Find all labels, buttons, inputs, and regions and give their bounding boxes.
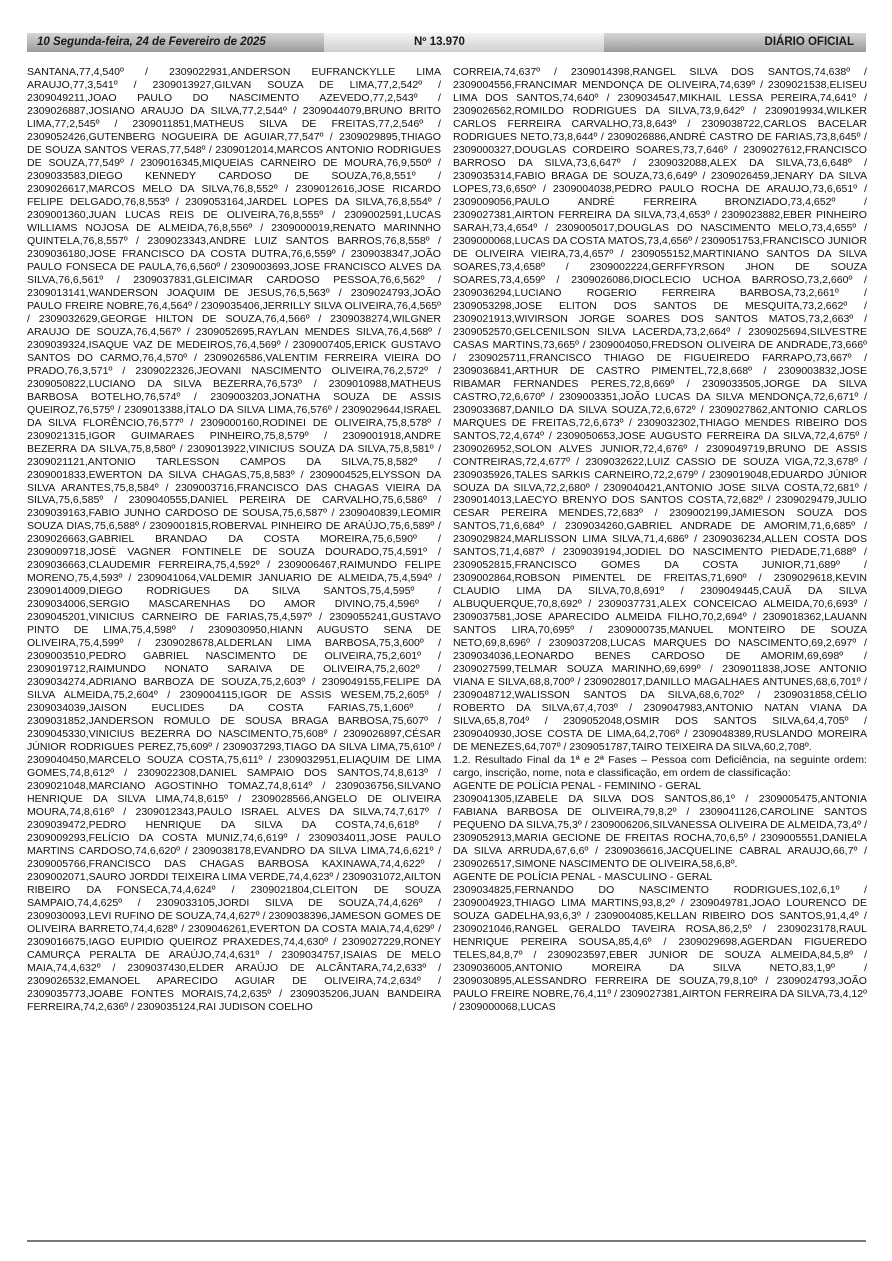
section-intro-text: 1.2. Resultado Final da 1ª e 2ª Fases – Pessoa com Deficiência, na seguinte ordem: cargo, inscrição, nome, nota e classificação, em ordem de classificação: [453, 754, 867, 780]
issue-number: Nº 13.970 [414, 36, 465, 48]
results-list-paragraph: 2309041305,IZABELE DA SILVA DOS SANTOS,86,1º / 2309005475,ANTONIA FABIANA BARBOSA DE OLIVEIRA,79,8,2º / 2309041126,CAROLINE SANTOS PEQUENO DA SILVA,75,3º / 2309006206,SILVANESSA OLIVEIRA DE ALMEIDA,73,4º / 2309052913,MARIA GECIONE DE FREITAS ROCHA,70,6,5º / 2309005551,DANIELA DA SILVA ARRUDA,67,6,6º / 2309036616,JACQUELINE CABRAL ARAUJO,66,7º / 2309026517,SIMONE NASCIMENTO DE OLIVEIRA,58,6,8º. [453, 793, 867, 871]
page-number-date: 10 Segunda-feira, 24 de Fevereiro de 2025 [37, 36, 266, 48]
results-list-paragraph: CORREIA,74,637º / 2309014398,RANGEL SILVA DOS SANTOS,74,638º / 2309004556,FRANCIMAR MENDONÇA DE OLIVEIRA,74,639º / 2309021538,ELISEU LIMA DOS SANTOS,74,640º / 2309034547,MIKHAIL LESSA PEREIRA,74,641º / 2309026562,ROMILDO RODRIGUES DA SILVA,73,9,642º / 2309019934,WILKER CARLOS FERREIRA CARVALHO,73,8,643º / 2309038722,CARLOS BACELAR RODRIGUES NETO,73,8,644º / 2309026886,ANDRÉ CASTRO DE FARIAS,73,8,645º / 2309000327,DOUGLAS CORDEIRO SOARES,73,7,646º / 2309027612,FRANCISCO BARROSO DA SILVA,73,6,647º / 2309032088,ALEX DA SILVA,73,6,648º / 2309035314,FABIO BRAGA DE SOUZA,73,6,649º / 2309026459,JENARY DA SILVA LOPES,73,6,650º / 2309004038,PEDRO PAULO ROCHA DE ARAUJO,73,6,651º / 2309009056,PAULO ANDRÉ FERREIRA BRONZIADO,73,4,652º / 2309027381,AIRTON FERREIRA DA SILVA,73,4,653º / 2309023882,EBER PINHEIRO SARAH,73,4,654º / 2309005017,DOUGLAS DO NASCIMENTO MELO,73,4,655º / 2309000068,LUCAS DA COSTA MATOS,73,4,656º / 2309051753,FRANCISCO JUNIOR DE OLIVEIRA VIEIRA,73,4,657º / 2309055152,MARTINIANO SANTOS DA SILVA SOARES,73,4,658º / 2309002224,GERFFYRSON JHON DE SOUZA SOARES,73,4,659º / 2309026086,DIOCLECIO UCHOA BARROSO,73,2,660º / 2309036294,LUCIANO ROGERIO FERREIRA BARBOSA,73,2,661º / 2309053298,JOSE ELITON DOS SANTOS DE MESQUITA,73,2,662º / 2309021913,WIVIRSON JORGE SOARES DOS SANTOS MATOS,73,2,663º / 2309052570,GELCENILSON SILVA LACERDA,73,2,664º / 2309025694,SILVESTRE CASAS MARTINS,73,665º / 2309004050,FREDSON OLIVEIRA DE ANDRADE,73,666º / 2309025711,FRANCISCO THIAGO DE FIGUEIREDO FARRAPO,73,667º / 2309036841,ARTHUR DE CASTRO PIMENTEL,72,8,668º / 2309003832,JOSE RIBAMAR FERNANDES PERES,72,8,669º / 2309033505,JORGE DA SILVA CASTRO,72,6,670º / 2309003351,JOÃO LUCAS DA SILVA MENDONÇA,72,6,671º / 2309033687,DANILO DA SILVA SOUZA,72,6,672º / 2309027862,ANTONIO CARLOS MARQUES DE FREITAS,72,6,673º / 2309032302,THIAGO MENDES RIBEIRO DOS SANTOS,72,4,674º / 2309050653,JOSE AUGUSTO FERREIRA DA SILVA,72,4,675º / 2309026952,SOLON ALVES JUNIOR,72,4,676º / 2309049719,BRUNO DE ASSIS CONTREIRAS,72,4,677º / 2309032622,LUIZ CASSIO DE SOUZA VIGA,72,3,678º / 2309035926,TALES SARKIS CARNEIRO,72,2,679º / 2309019048,EDUARDO JÚNIOR SOUZA DA SILVA,72,2,680º / 2309040421,ANTONIO JOSE SILVA COSTA,72,681º / 2309014013,LAECYO BRENYO DOS SANTOS COSTA,72,682º / 2309029479,JULIO CESAR PEREIRA MENDES,72,683º / 2309002199,JAMIESON SOUZA DOS SANTOS,71,6,684º / 2309034260,GABRIEL ANDRADE DE AMORIM,71,6,685º / 2309029824,MARLISSON LIMA SILVA,71,4,686º / 2309036234,ALLEN COSTA DOS SANTOS,71,4,687º / 2309039194,JODIEL DO NASCIMENTO PIEDADE,71,688º / 2309052815,FRANCISCO GOMES DA COSTA JUNIOR,71,689º / 2309002864,ROBSON PIMENTEL DE FREITAS,71,690º / 2309029618,KEVIN CLAUDIO LIMA DA SILVA,70,8,691º / 2309049445,CAUÃ DA SILVA ALBUQUERQUE,70,8,692º / 2309037731,ALEX CONCEICAO ALMEIDA,70,6,693º / 2309037581,JOSE APARECIDO ALMEIDA FILHO,70,2,694º / 2309018362,LAUANN SANTOS LIRA,70,695º / 2309000735,MANUEL MONTEIRO DE SOUZA NETO,69,8,696º / 2309037208,LUCAS MARQUES DO NASCIMENTO,69,2,697º / 2309034036,LEONARDO BENES CARDOSO DE AMORIM,69,698º / 2309027599,TELMAR SOUZA MARINHO,69,699º / 2309011838,JOSE ANTONIO VIANA E SILVA,68,8,700º / 2309028017,DANILLO MAGALHAES ANTUNES,68,6,701º / 2309048712,WALISSON SANTOS DA SILVA,68,6,702º / 2309031858,CÉLIO ROBERTO DA SILVA,67,4,703º / 2309047983,ANTONIO NATAN VIANA DA SILVA,65,8,704º / 2309052048,OSMIR DOS SANTOS SILVA,64,4,705º / 2309040930,JOSE COSTA DE LIMA,64,2,706º / 2309048389,RUSLANDO MOREIRA DE MENEZES,64,707º / 2309051787,TAIRO TEIXEIRA DA SILVA,60,2,708º. [453, 66, 867, 754]
publication-title: DIÁRIO OFICIAL [764, 36, 854, 48]
footer-rule [27, 1240, 866, 1242]
section-heading: AGENTE DE POLÍCIA PENAL - FEMININO - GERAL [453, 780, 702, 793]
right-column [453, 66, 867, 1232]
section-heading: AGENTE DE POLÍCIA PENAL - MASCULINO - GERAL [453, 871, 713, 884]
results-list-paragraph: SANTANA,77,4,540º / 2309022931,ANDERSON EUFRANCKYLLE LIMA ARAUJO,77,3,541º / 2309013927,GILVAN SOUZA DE LIMA,77,2,542º / 2309049211,JOAO PAULO DO NASCIMENTO AZEVEDO,77,2,543º / 2309026887,JOSIANO ARAUJO DA SILVA,77,2,544º / 2309044079,BRUNO BRITO LIMA,77,2,545º / 2309011851,MATHEUS SILVA DE FREITAS,77,2,546º / 2309052426,GUTENBERG NOGUEIRA DE AGUIAR,77,547º / 2309029895,THIAGO DE SOUZA SANTOS VERAS,77,548º / 2309012014,MARCOS ANTONIO RODRIGUES DE SOUZA,77,549º / 2309016345,MIQUEIAS CARNEIRO DE MOURA,76,9,550º / 2309033583,DIEGO KENNEDY CARDOSO DE SOUZA,76,8,551º / 2309026617,MARCOS MELO DA SILVA,76,8,552º / 2309012616,JOSE RICARDO FELIPE DELGADO,76,8,553º / 2309053164,JARDEL LOPES DA SILVA,76,8,554º / 2309001360,JUAN LUCAS REIS DE OLIVEIRA,76,8,555º / 2309002591,LUCAS WILLIAMS NOJOSA DE ALMEIDA,76,8,556º / 2309000019,RENATO MARINNHO QUINTELA,76,8,557º / 2309023343,ANDRE LUIZ SANTOS BARROS,76,8,558º / 2309036180,JOSE FRANCISCO DA COSTA DUTRA,76,6,559º / 2309038347,JOÃO PAULO FONSECA DE PAULA,76,6,560º / 2309003693,JOSE FRANCISCO ALVES DA SILVA,76,6,561º / 2309037831,GLEICIMAR CARDOSO PESSOA,76,6,562º / 2309013141,WANDERSON JOAQUIM DE JESUS,76,5,563º / 2309024793,JOÃO PAULO FREIRE NOBRE,76,4,564º / 2309035406,JERRILLY SILVA OLIVEIRA,76,4,565º / 2309032629,GEORGE HILTON DE SOUZA,76,4,566º / 2309038274,WILGNER ARAUJO DE SOUZA,76,4,567º / 2309052695,RAYLAN MENDES SILVA,76,4,568º / 2309039324,ISAQUE VAZ DE MEDEIROS,76,4,569º / 2309007405,ERICK GUSTAVO SANTOS DO CARMO,76,4,570º / 2309026586,VALENTIM FERREIRA VIEIRA DO PRADO,76,3,571º / 2309022326,JEOVANI NASCIMENTO OLIVEIRA,76,2,572º / 2309050822,LUCIANO DA SILVA BEZERRA,76,573º / 2309010988,MATHEUS BARBOSA BOTELHO,76,574º / 2309003203,JONATHA SOUZA DE ASSIS QUEIROZ,76,575º / 2309013388,ÍTALO DA SILVA LIMA,76,576º / 2309029644,ISRAEL DA SILVA FLORÊNCIO,76,577º / 2309000160,RODINEI DE OLIVEIRA,75,8,578º / 2309021315,IGOR GUIMARAES PINHEIRO,75,8,579º / 2309001918,ANDRE BEZERRA DA SILVA,75,8,580º / 2309013922,VINICIUS SOUZA DA SILVA,75,8,581º / 2309021121,ANTONIO TARLESSON CAMPOS DA SILVA,75,8,582º / 2309001833,EWERTON DA SILVA CHAGAS,75,8,583º / 2309004525,ELYSSON DA SILVA ARANTES,75,8,584º / 2309003716,FRANCISCO DAS CHAGAS VIEIRA DA SILVA,75,6,585º / 2309040555,DANIEL PEREIRA DE CARVALHO,75,6,586º / 2309039163,FABIO JUNHO CARDOSO DE SOUSA,75,6,587º / 2309040839,LEOMIR SOUZA DIAS,75,6,588º / 2309001815,ROBERVAL PINHEIRO DE ARAÚJO,75,6,589º / 2309026663,GABRIEL BRANDAO DA COSTA MOREIRA,75,6,590º / 2309009718,JOSÉ VAGNER FONTINELE DE SOUZA DOURADO,75,4,591º / 2309036663,CLAUDEMIR FERREIRA,75,4,592º / 2309006467,RAIMUNDO FELIPE MORENO,75,4,593º / 2309041064,VALDEMIR JANUARIO DE ALMEIDA,75,4,594º / 2309014009,DIEGO RODRIGUES DA SILVA SANTOS,75,4,595º / 2309034006,SERGIO MASCARENHAS DO AMOR DIVINO,75,4,596º / 2309045201,VINICIUS CARNEIRO DE FARIAS,75,4,597º / 2309055241,GUSTAVO PINTO DE LIMA,75,4,598º / 2309030950,HIANN AUGUSTO SENA DE OLIVEIRA,75,4,599º / 2309028678,ALDERLAN LIMA BARBOSA,75,3,600º / 2309003510,PEDRO GABRIEL NASCIMENTO DE OLIVEIRA,75,2,601º / 2309019712,RAIMUNDO NONATO SARAIVA DE OLIVEIRA,75,2,602º / 2309034274,ADRIANO BARBOZA DE SOUZA,75,2,603º / 2309049155,FELIPE DA SILVA ALMEIDA,75,2,604º / 2309004115,IGOR DE ASSIS WESEM,75,2,605º / 2309034039,JAISON EUCLIDES DA COSTA FARIAS,75,1,606º / 2309031852,JANDERSON ROMULO DE SOUSA BRAGA BARBOSA,75,607º / 2309045330,VINICIUS BEZERRA DO NASCIMENTO,75,608º / 2309026897,CÉSAR JÚNIOR RODRIGUES PEREZ,75,609º / 2309037293,TIAGO DA SILVA LIMA,75,610º / 2309040450,MARCELO SOUZA COSTA,75,611º / 2309032951,ELIAQUIM DE LIMA GOMES,74,8,612º / 2309022308,DANIEL SAMPAIO DOS SANTOS,74,8,613º / 2309021048,MARCIANO AGOSTINHO TOMAZ,74,8,614º / 2309036756,SILVANO HENRIQUE DA SILVA LIMA,74,8,615º / 2309028566,ANGELO DE OLIVEIRA MOURA,74,8,616º / 2309012343,PAULO ISRAEL ALVES DA SILVA,74,7,617º / 2309039472,PEDRO HENRIQUE DA SILVA DA COSTA,74,6,618º / 2309009293,FELÍCIO DA COSTA MUNIZ,74,6,619º / 2309034011,JOSE PAULO MARTINS CARDOSO,74,6,620º / 2309038178,EVANDRO DA SILVA LIMA,74,6,621º / 2309005766,FRANCISCO DAS CHAGAS BARBOSA KAXINAWA,74,4,622º / 2309002071,SAURO JORDDI TEIXEIRA LIMA VERDE,74,4,623º / 2309031072,AILTON RIBEIRO DA FONSECA,74,4,624º / 2309021804,CLEITON DE SOUZA SAMPAIO,74,4,625º / 2309033105,JORDI SILVA DE SOUZA,74,4,626º / 2309030093,LEVI RUFINO DE SOUZA,74,4,627º / 2309038396,JAMESON GOMES DE OLIVEIRA BARRETO,74,4,628º / 2309046261,EVERTON DA COSTA MAIA,74,4,629º / 2309016675,IAGO EUPIDIO QUEIROZ PRAXEDES,74,4,630º / 2309027229,RONEY CAMURÇA PERALTA DE ARAÚJO,74,4,631º / 2309034757,ISAIAS DE MELO MAIA,74,4,632º / 2309037430,ELDER ARAÚJO DE ALCÂNTARA,74,2,633º / 2309026532,EMANOEL APARECIDO AGUIAR DE OLIVEIRA,74,2,634º / 2309035773,JOABE FONTES MORAIS,74,2,635º / 2309035206,JUAN BANDEIRA FERREIRA,74,2,636º / 2309035124,RAI JUDISON COELHO [27, 66, 441, 1013]
left-column [27, 66, 441, 1232]
page-header [27, 33, 866, 52]
results-list-paragraph: 2309034825,FERNANDO DO NASCIMENTO RODRIGUES,102,6,1º / 2309004923,THIAGO LIMA MARTINS,93,8,2º / 2309049781,JOAO LOURENCO DE SOUZA GADELHA,93,6,3º / 2309004085,KELLAN RIBEIRO DOS SANTOS,91,4,4º / 2309021046,RANGEL GERALDO TAVEIRA ROSA,86,2,5º / 2309023178,RAUL HENRIQUE PEREIRA SOUSA,85,4,6º / 2309029698,AGERDAN FIGUEREDO TELES,84,8,7º / 2309023597,EBER JUNIOR DE SOUZA ALMEIDA,84,5,8º / 2309036005,ANTONIO MOREIRA DA SILVA NETO,83,1,9º / 2309030895,ALESSANDRO FERREIRA DE SOUZA,79,8,10º / 2309024793,JOÃO PAULO FREIRE NOBRE,76,4,11º / 2309027381,AIRTON FERREIRA DA SILVA,73,4,12º / 2309000068,LUCAS [453, 884, 867, 1013]
